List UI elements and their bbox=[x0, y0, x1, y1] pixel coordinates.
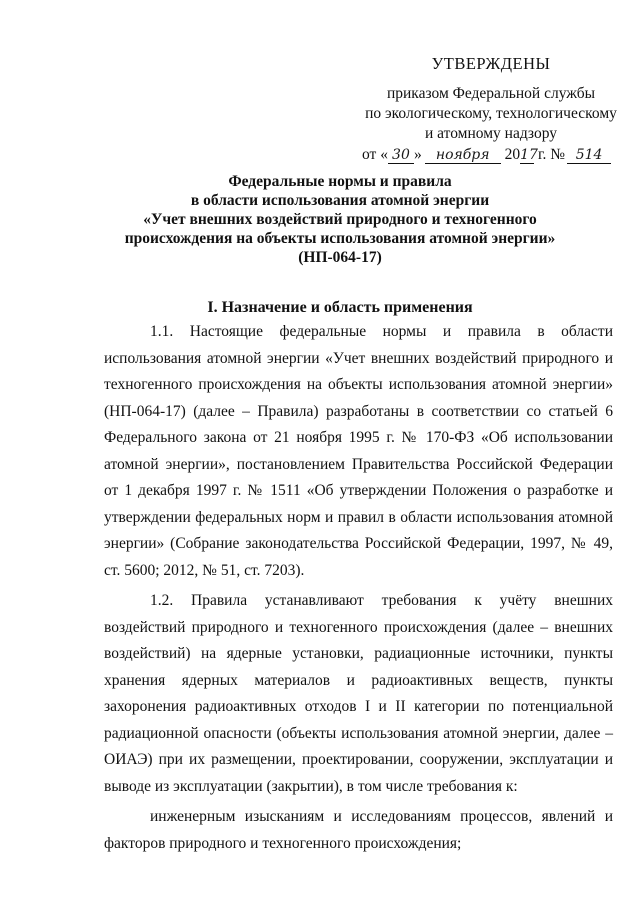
approval-line-2: по экологическому, технологическому bbox=[365, 105, 617, 122]
section-heading: I. Назначение и область применения bbox=[207, 299, 473, 316]
paragraph-list-item: инженерным изысканиям и исследованиям процессов, явлений и факторов природного и техногенного происхождения; bbox=[104, 808, 613, 852]
handwritten-order-number: 514 bbox=[567, 147, 611, 164]
title-code: (НП-064-17) bbox=[298, 249, 382, 266]
paragraph-1-1: 1.1. Настоящие федеральные нормы и правила в области использования атомной энергии «Учет внешних воздействий природного и техногенного происхождения на объекты использования атомной энергии» (НП-064-17) (далее – Правила) разработаны в соответствии со статьей 6 Федерального закона от 21 ноября 1995 г. № 170-ФЗ «Об использовании атомной энергии», постановлением Правительства Российской Федерации от 1 декабря 1997 г. № 1511 «Об утверждении Положения о разработке и утверждении федеральных норм и правил в области использования атомной энергии» (Собрание законодательства Российской Федерации, 1997, № 49, ст. 5600; 2012, № 51, ст. 7203). bbox=[104, 323, 613, 579]
approval-line-3: и атомному надзору bbox=[425, 125, 557, 142]
title-line-2: в области использования атомной энергии bbox=[190, 192, 490, 209]
date-prefix: от « bbox=[362, 146, 388, 163]
year-prefix: 20 bbox=[504, 146, 521, 163]
title-line-4: происхождения на объекты использования атомной энергии» bbox=[124, 230, 556, 247]
handwritten-year: 17 bbox=[520, 147, 538, 163]
title-line-1: Федеральные нормы и правила bbox=[228, 173, 452, 190]
year-label: г. № bbox=[537, 146, 566, 163]
approval-date-line bbox=[362, 145, 622, 165]
paragraph-1-2: 1.2. Правила устанавливают требования к учёту внешних воздействий природного и техногенного происхождения (далее – внешних воздействий) на ядерные установки, радиационные источники, пункты хранения ядерных материалов и радиоактивных веществ, пункты захоронения радиоактивных отходов I и II категории по потенциальной радиационной опасности (объекты использования атомной энергии, далее – ОИАЭ) при их размещении, проектировании, сооружении, эксплуатации и выводе из эксплуатации (закрытии), в том числе требования к: bbox=[104, 592, 613, 795]
title-line-3: «Учет внешних воздействий природного и техногенного bbox=[143, 211, 537, 228]
approval-block bbox=[360, 54, 622, 165]
approval-line-1: приказом Федеральной службы bbox=[386, 85, 596, 102]
section-body bbox=[104, 319, 613, 857]
approval-heading: УТВЕРЖДЕНЫ bbox=[431, 54, 551, 73]
date-close: » bbox=[413, 146, 422, 163]
handwritten-day: 30 bbox=[388, 147, 414, 164]
handwritten-month: ноября bbox=[425, 147, 501, 164]
document-title bbox=[60, 172, 620, 267]
